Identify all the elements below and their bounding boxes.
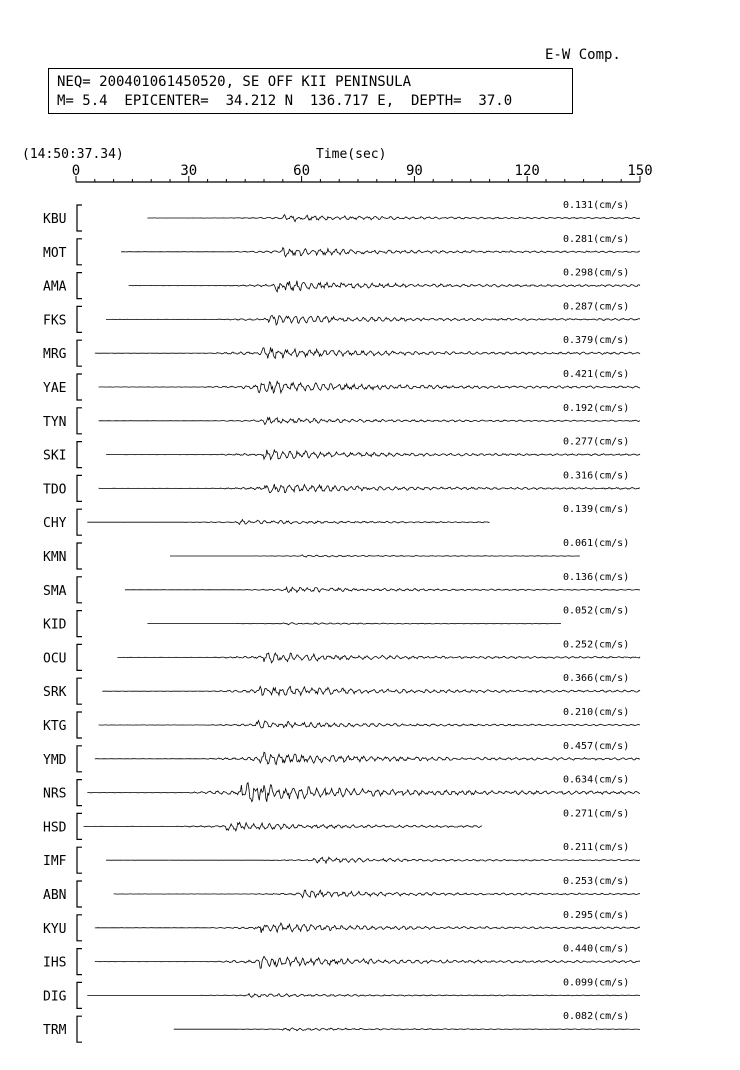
amplitude-scale-bar — [77, 915, 82, 941]
waveform-trace — [95, 923, 640, 933]
waveform-trace — [95, 347, 640, 358]
station-name: KMN — [43, 550, 67, 565]
amplitude-scale-bar — [77, 982, 82, 1008]
amplitude-label: 0.281(cm/s) — [563, 233, 630, 245]
station-name: FKS — [43, 313, 67, 329]
amplitude-scale-bar — [77, 273, 82, 299]
waveform-trace — [95, 956, 640, 968]
station-name: OCU — [43, 651, 67, 667]
waveform-trace — [114, 890, 640, 898]
station-row — [43, 876, 640, 907]
amplitude-scale-bar — [77, 205, 82, 231]
station-name: TRM — [43, 1023, 67, 1039]
waveform-trace — [102, 686, 640, 695]
amplitude-label: 0.061(cm/s) — [563, 538, 630, 549]
station-row — [43, 470, 640, 501]
amplitude-label: 0.136(cm/s) — [563, 571, 630, 583]
amplitude-label: 0.421(cm/s) — [563, 369, 630, 380]
amplitude-scale-bar — [77, 408, 82, 434]
amplitude-label: 0.052(cm/s) — [563, 605, 630, 617]
waveform-trace — [106, 450, 640, 460]
station-name: DIG — [43, 989, 67, 1005]
station-name: NRS — [43, 786, 67, 802]
amplitude-label: 0.634(cm/s) — [563, 774, 630, 786]
amplitude-scale-bar — [77, 746, 82, 772]
station-row — [43, 673, 640, 704]
station-name: MRG — [43, 347, 67, 363]
waveform-trace — [84, 822, 483, 830]
waveform-trace — [87, 994, 640, 998]
start-time-label: (14:50:37.34) — [22, 147, 124, 162]
amplitude-label: 0.366(cm/s) — [563, 673, 630, 685]
x-tick-label: 0 — [71, 163, 81, 179]
amplitude-label: 0.253(cm/s) — [563, 876, 630, 887]
waveform-trace — [147, 215, 640, 222]
amplitude-scale-bar — [77, 475, 82, 501]
station-name: AMA — [43, 279, 67, 295]
station-name: CHY — [43, 516, 67, 532]
station-row — [43, 606, 629, 637]
station-name: KID — [43, 617, 67, 633]
station-name: TDO — [43, 482, 67, 498]
station-row — [43, 910, 640, 941]
waveform-trace — [129, 281, 640, 292]
amplitude-scale-bar — [77, 644, 82, 670]
waveform-trace — [174, 1028, 640, 1031]
event-info-line2: M= 5.4 EPICENTER= 34.212 N 136.717 E, DEPTH= 37.0 — [57, 93, 513, 109]
station-row — [43, 538, 629, 569]
x-axis-title: Time(sec) — [316, 147, 387, 162]
station-row — [43, 808, 629, 839]
x-tick-label: 30 — [180, 163, 198, 179]
station-name: KYU — [43, 921, 67, 937]
station-row — [43, 437, 640, 468]
station-row — [43, 572, 640, 603]
amplitude-label: 0.211(cm/s) — [563, 842, 630, 854]
station-row — [43, 234, 640, 265]
station-row — [43, 504, 629, 535]
station-row — [43, 1011, 640, 1042]
amplitude-scale-bar — [77, 577, 82, 603]
amplitude-scale-bar — [77, 881, 82, 907]
waveform-trace — [87, 783, 640, 802]
station-name: SRK — [43, 685, 67, 701]
station-name: KTG — [43, 719, 67, 734]
amplitude-scale-bar — [77, 780, 82, 806]
amplitude-label: 0.457(cm/s) — [563, 740, 630, 752]
amplitude-label: 0.099(cm/s) — [563, 977, 630, 989]
amplitude-scale-bar — [77, 678, 82, 704]
waveform-trace — [87, 520, 489, 525]
waveform-trace — [99, 721, 640, 728]
station-name: IHS — [43, 955, 67, 971]
x-tick-label: 90 — [405, 163, 423, 179]
station-row — [43, 403, 640, 434]
amplitude-scale-bar — [77, 712, 82, 738]
amplitude-label: 0.316(cm/s) — [563, 470, 630, 482]
amplitude-scale-bar — [77, 611, 82, 637]
waveform-trace — [117, 653, 640, 663]
station-row — [43, 200, 640, 231]
amplitude-scale-bar — [77, 442, 82, 468]
station-name: TYN — [43, 414, 67, 430]
station-row — [43, 741, 640, 772]
station-row — [43, 268, 640, 299]
station-row — [43, 639, 640, 670]
amplitude-scale-bar — [77, 543, 82, 569]
station-row — [43, 977, 640, 1008]
waveform-trace — [170, 555, 580, 557]
station-row — [43, 369, 640, 400]
x-tick-label: 120 — [514, 163, 540, 179]
station-name: YAE — [43, 381, 67, 396]
time-axis — [72, 163, 653, 182]
x-tick-label: 60 — [293, 163, 311, 179]
amplitude-scale-bar — [77, 509, 82, 535]
station-name: HSD — [43, 820, 67, 836]
amplitude-scale-bar — [77, 847, 82, 873]
x-tick-label: 150 — [627, 163, 653, 179]
waveform-trace — [99, 418, 640, 425]
station-name: SKI — [43, 448, 67, 464]
waveform-trace — [106, 857, 640, 863]
amplitude-scale-bar — [77, 374, 82, 400]
station-row — [43, 842, 640, 873]
station-row — [43, 944, 640, 975]
event-info-line1: NEQ= 200401061450520, SE OFF KII PENINSULA — [57, 74, 412, 90]
station-name: YMD — [43, 752, 67, 768]
station-name: KBU — [43, 212, 67, 227]
station-row — [43, 775, 640, 806]
station-name: MOT — [43, 245, 67, 261]
amplitude-label: 0.440(cm/s) — [563, 943, 630, 955]
amplitude-scale-bar — [77, 306, 82, 332]
amplitude-scale-bar — [77, 813, 82, 839]
waveform-trace — [99, 484, 640, 493]
station-row — [43, 335, 640, 366]
station-row — [43, 301, 640, 332]
amplitude-label: 0.271(cm/s) — [563, 808, 630, 820]
station-traces — [43, 200, 640, 1042]
waveform-trace — [99, 381, 640, 393]
amplitude-scale-bar — [77, 949, 82, 975]
component-label: E-W Comp. — [545, 47, 621, 63]
amplitude-scale-bar — [77, 340, 82, 366]
station-name: IMF — [43, 854, 67, 870]
amplitude-label: 0.298(cm/s) — [563, 267, 630, 279]
waveform-trace — [147, 623, 561, 625]
station-name: ABN — [43, 888, 67, 903]
amplitude-scale-bar — [77, 1016, 82, 1042]
amplitude-scale-bar — [77, 239, 82, 265]
event-info-box — [48, 68, 573, 114]
amplitude-label: 0.131(cm/s) — [563, 200, 630, 211]
amplitude-label: 0.295(cm/s) — [563, 909, 630, 921]
amplitude-label: 0.252(cm/s) — [563, 639, 630, 651]
waveform-trace — [95, 752, 640, 764]
waveform-trace — [121, 248, 640, 257]
amplitude-label: 0.210(cm/s) — [563, 707, 630, 718]
waveform-trace — [106, 316, 640, 325]
station-name: SMA — [43, 583, 67, 599]
waveform-trace — [125, 587, 640, 592]
amplitude-label: 0.287(cm/s) — [563, 301, 630, 313]
amplitude-label: 0.082(cm/s) — [563, 1011, 630, 1023]
amplitude-label: 0.139(cm/s) — [563, 504, 630, 516]
amplitude-label: 0.277(cm/s) — [563, 436, 630, 448]
amplitude-label: 0.379(cm/s) — [563, 335, 630, 347]
amplitude-label: 0.192(cm/s) — [563, 402, 630, 414]
station-row — [43, 707, 640, 738]
